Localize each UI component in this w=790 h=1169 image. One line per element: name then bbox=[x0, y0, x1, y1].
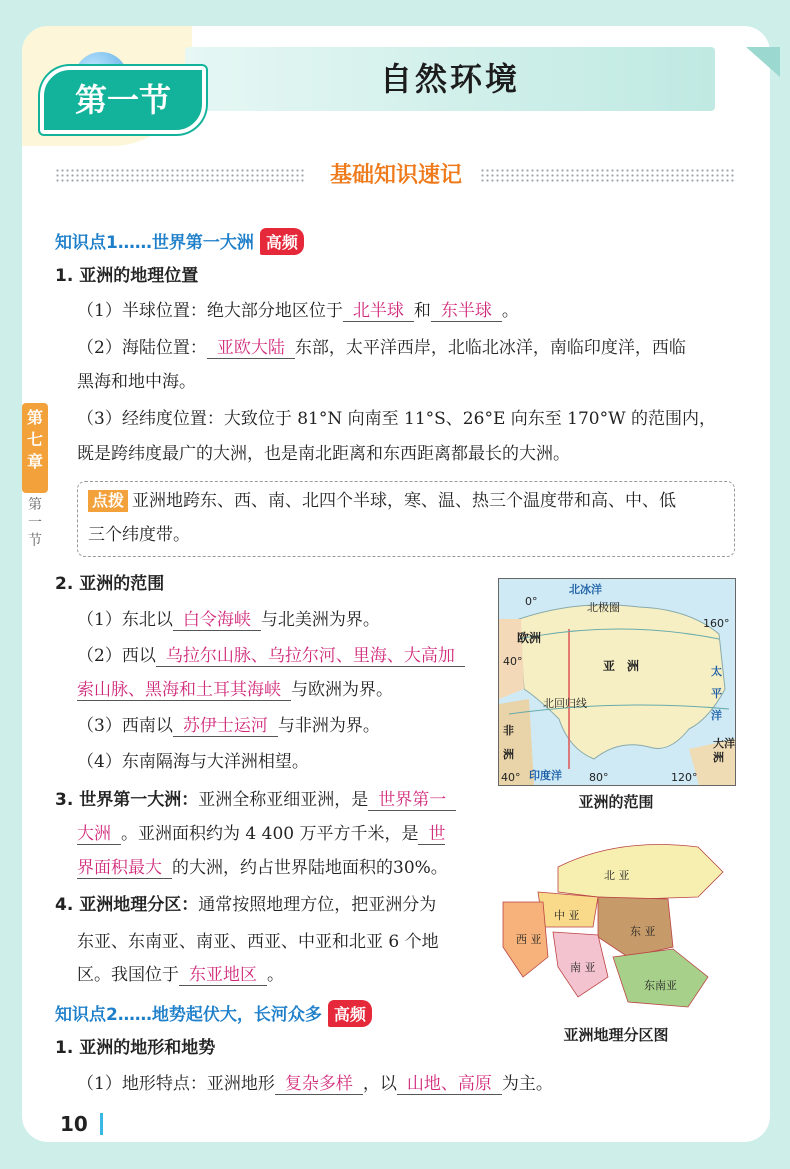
text: 与欧洲为界。 bbox=[291, 680, 393, 700]
knowledge-point-1 bbox=[55, 228, 304, 255]
text: （3）西南以 bbox=[77, 716, 173, 736]
text: 和 bbox=[413, 301, 431, 321]
map2-caption: 亚洲地理分区图 bbox=[563, 1026, 669, 1044]
map-label-lon80: 80° bbox=[589, 771, 609, 784]
high-freq-badge: 高频 bbox=[260, 228, 304, 255]
asia-regions-map bbox=[498, 827, 734, 1017]
map-label-arctic: 北冰洋 bbox=[569, 583, 602, 596]
text: 与北美洲为界。 bbox=[260, 610, 380, 630]
text: 亚洲地跨东、西、南、北四个半球，寒、温、热三个温度带和高、中、低 bbox=[132, 491, 677, 511]
answer-blank: 大洲 bbox=[77, 824, 121, 845]
answer-blank: 世 bbox=[418, 824, 445, 845]
s1-line2 bbox=[77, 337, 686, 359]
side-char: 一 bbox=[28, 515, 42, 531]
asia-regions-map-graphic bbox=[498, 827, 734, 1017]
side-char: 第 bbox=[26, 408, 43, 427]
map-label-lon0: 0° bbox=[525, 595, 538, 608]
answer-blank: 东半球 bbox=[431, 301, 502, 322]
answer-blank: 世界第一 bbox=[368, 790, 456, 811]
map-label-indian: 印度洋 bbox=[529, 769, 562, 782]
s2-line4: （4）东南隔海与大洋洲相望。 bbox=[77, 752, 309, 772]
side-char: 第 bbox=[28, 497, 42, 513]
chapter-side-tab bbox=[22, 403, 48, 493]
answer-blank: 山地、高原 bbox=[397, 1074, 502, 1095]
map-label-europe: 欧洲 bbox=[517, 631, 542, 645]
region-label-east: 东 亚 bbox=[630, 925, 656, 938]
answer-blank: 界面积最大 bbox=[77, 858, 172, 879]
tip-line2: 三个纬度带。 bbox=[88, 525, 190, 545]
answer-blank: 白令海峡 bbox=[173, 610, 261, 631]
page-number: 10 bbox=[60, 1112, 88, 1136]
s1-line1 bbox=[77, 300, 519, 322]
map-label-oceania: 大洋洲 bbox=[713, 737, 735, 764]
answer-blank: 北半球 bbox=[343, 301, 414, 322]
map-label-asia: 亚 洲 bbox=[603, 659, 640, 673]
s5-heading: 1. 亚洲的地形和地势 bbox=[55, 1038, 216, 1058]
page-number-bar bbox=[100, 1113, 103, 1135]
s5-line1 bbox=[77, 1073, 553, 1095]
text: 。 bbox=[501, 301, 519, 321]
text: 的大洲，约占世界陆地面积的30%。 bbox=[172, 858, 448, 878]
high-freq-badge: 高频 bbox=[328, 1000, 372, 1027]
side-char: 章 bbox=[26, 452, 43, 471]
s1-line3: （3）经纬度位置：大致位于 81°N 向南至 11°S、26°E 向东至 170°W 的范围内， bbox=[77, 409, 716, 429]
text: 。亚洲面积约为 4 400 万平方千米，是 bbox=[121, 824, 419, 844]
answer-blank: 乌拉尔山脉、乌拉尔河、里海、大高加 bbox=[156, 646, 465, 667]
answer-blank: 亚欧大陆 bbox=[207, 338, 295, 359]
map-label-lon120: 120° bbox=[671, 771, 698, 784]
s4-line1 bbox=[55, 894, 436, 916]
text: （1）东北以 bbox=[77, 610, 173, 630]
map-label-lon160: 160° bbox=[703, 617, 730, 630]
map-label-lon40: 40° bbox=[501, 771, 521, 784]
side-char: 七 bbox=[26, 430, 43, 449]
region-label-central: 中 亚 bbox=[554, 909, 580, 922]
s4-line2: 东亚、东南亚、南亚、西亚、中亚和北亚 6 个地 bbox=[77, 932, 439, 952]
s1-heading: 1. 亚洲的地理位置 bbox=[55, 266, 199, 286]
s2-heading: 2. 亚洲的范围 bbox=[55, 574, 165, 594]
s3-line3 bbox=[77, 857, 448, 879]
subheading: 基础知识速记 bbox=[329, 163, 462, 188]
text: 。 bbox=[267, 965, 284, 985]
map-label-lat40: 40° bbox=[503, 655, 523, 668]
text: （2）海陆位置： bbox=[77, 338, 207, 358]
text: 区。我国位于 bbox=[77, 965, 179, 985]
region-label-north: 北 亚 bbox=[604, 869, 630, 882]
kp2-label: 知识点2……地势起伏大，长河众多 bbox=[55, 1005, 322, 1025]
s3-line2 bbox=[77, 823, 445, 845]
text: 4. 亚洲地理分区： bbox=[55, 895, 199, 915]
s3-line1 bbox=[55, 789, 456, 811]
s1-line3b: 既是跨纬度最广的大洲，也是南北距离和东西距离都最长的大洲。 bbox=[77, 444, 570, 464]
answer-blank: 复杂多样 bbox=[275, 1074, 363, 1095]
text: ，以 bbox=[362, 1074, 397, 1094]
answer-blank: 苏伊士运河 bbox=[173, 716, 278, 737]
answer-blank: 东亚地区 bbox=[179, 965, 267, 986]
tip-line1 bbox=[88, 490, 676, 512]
s1-line2b: 黑海和地中海。 bbox=[77, 372, 196, 392]
s2-line1 bbox=[77, 609, 380, 631]
map-label-polar: 北极圈 bbox=[587, 601, 620, 614]
side-char: 节 bbox=[28, 533, 42, 549]
text: 为主。 bbox=[501, 1074, 553, 1094]
map-label-tropic: 北回归线 bbox=[543, 697, 587, 710]
map-label-africa: 非洲 bbox=[503, 724, 514, 761]
region-label-south: 南 亚 bbox=[570, 961, 596, 974]
s2-line3 bbox=[77, 715, 380, 737]
section-side-label bbox=[26, 496, 44, 550]
region-label-west: 西 亚 bbox=[516, 933, 542, 946]
text: 3. 世界第一大洲： bbox=[55, 790, 199, 810]
section-tab: 第一节 bbox=[40, 66, 206, 134]
tip-badge: 点拨 bbox=[88, 490, 128, 512]
title-fold-decoration bbox=[746, 47, 780, 77]
page-title: 自然环境 bbox=[379, 60, 520, 98]
text: 东部，太平洋西岸，北临北冰洋，南临印度洋，西临 bbox=[294, 338, 686, 358]
kp1-label: 知识点1……世界第一大洲 bbox=[55, 233, 254, 253]
text: （1）半球位置：绝大部分地区位于 bbox=[77, 301, 343, 321]
text: 通常按照地理方位，把亚洲分为 bbox=[198, 895, 437, 915]
knowledge-point-2 bbox=[55, 1000, 372, 1027]
s2-line2 bbox=[77, 645, 465, 667]
s2-line2b bbox=[77, 679, 393, 701]
text: （1）地形特点：亚洲地形 bbox=[77, 1074, 275, 1094]
region-label-southeast: 东南亚 bbox=[644, 979, 677, 992]
asia-range-map bbox=[498, 578, 736, 786]
s4-line3 bbox=[77, 964, 284, 986]
text: 与非洲为界。 bbox=[277, 716, 380, 736]
map1-caption: 亚洲的范围 bbox=[578, 793, 654, 811]
answer-blank: 索山脉、黑海和土耳其海峡 bbox=[77, 680, 291, 701]
text: （2）西以 bbox=[77, 646, 156, 666]
map-label-pacific: 太平洋 bbox=[711, 665, 722, 722]
text: 亚洲全称亚细亚洲，是 bbox=[198, 790, 369, 810]
